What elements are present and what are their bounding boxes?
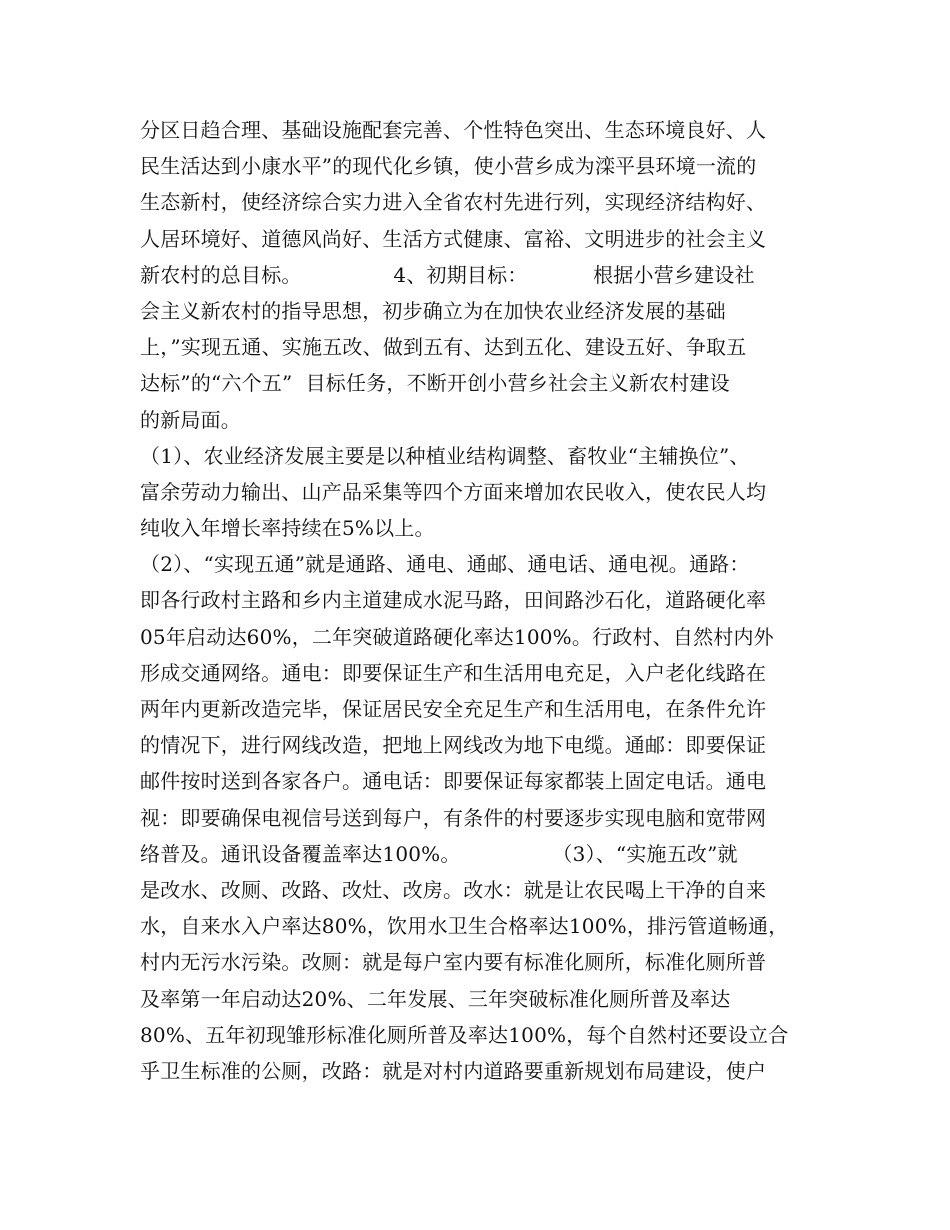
text-line: 新农村的总目标。 4、初期目标： 根据小营乡建设社 — [140, 262, 755, 287]
text-line: 05年启动达60%，二年突破道路硬化率达100%。行政村、自然村内外 — [140, 624, 774, 649]
text-line: （2）、“实现五通”就是通路、通电、通邮、通电话、通电视。通路： — [140, 552, 750, 577]
text-line: 两年内更新改造完毕，保证居民安全充足生产和生活用电，在条件允许 — [140, 697, 767, 721]
text-line: 人居环境好、道德风尚好、生活方式健康、富裕、文明进步的社会主义 — [140, 226, 767, 251]
text-line: 及率第一年启动达20%、二年发展、三年突破标准化厕所普及率达 — [140, 986, 731, 1011]
text-line: 上，”实现五通、实施五改、做到五有、达到五化、建设五好、争取五 — [140, 335, 747, 360]
text-line: 即各行政村主路和乡内主道建成水泥马路，田间路沙石化，道路硬化率 — [140, 588, 767, 613]
text-line: 80%、五年初现雏形标准化厕所普及率达100%，每个自然村还要设立合 — [140, 1022, 789, 1047]
text-line: 达标”的“六个五” 目标任务，不断开创小营乡社会主义新农村建设 — [140, 371, 730, 396]
text-line: 分区日趋合理、基础设施配套完善、个性特色突出、生态环境良好、人 — [140, 118, 767, 142]
text-line: 乎卫生标准的公厕，改路：就是对村内道路要重新规划布局建设，使户 — [140, 1058, 767, 1083]
text-line: 的新局面。 — [140, 407, 241, 432]
text-line: 纯收入年增长率持续在5%以上。 — [140, 516, 435, 541]
text-line: 生态新村，使经济综合实力进入全省农村先进行列，实现经济结构好、 — [140, 190, 767, 215]
text-line: 是改水、改厕、改路、改灶、改房。改水：就是让农民喝上干净的自来 — [140, 877, 767, 902]
text-line: 的情况下，进行网线改造，把地上网线改为地下电缆。通邮：即要保证 — [140, 733, 767, 758]
text-line: （1）、农业经济发展主要是以种植业结构调整、畜牧业“主辅换位”、 — [140, 443, 750, 468]
body-text — [140, 112, 830, 1089]
text-line: 邮件按时送到各家各户。通电话：即要保证每家都装上固定电话。通电 — [140, 769, 767, 794]
text-line: 富余劳动力输出、山产品采集等四个方面来增加农民收入，使农民人均 — [140, 479, 767, 504]
text-line: 会主义新农村的指导思想，初步确立为在加快农业经济发展的基础 — [140, 298, 726, 323]
text-line: 视：即要确保电视信号送到每户，有条件的村要逐步实现电脑和宽带网 — [140, 805, 767, 830]
text-line: 水，自来水入户率达80%，饮用水卫生合格率达100%，排污管道畅通， — [140, 914, 789, 939]
text-line: 民生活达到小康水平”的现代化乡镇，使小营乡成为滦平县环境一流的 — [140, 154, 757, 179]
text-line: 络普及。通讯设备覆盖率达100%。 （3）、“实施五改”就 — [140, 841, 738, 866]
text-line: 村内无污水污染。改厕：就是每户室内要有标准化厕所，标准化厕所普 — [140, 950, 767, 975]
text-line: 形成交通网络。通电：即要保证生产和生活用电充足，入户老化线路在 — [140, 660, 767, 685]
